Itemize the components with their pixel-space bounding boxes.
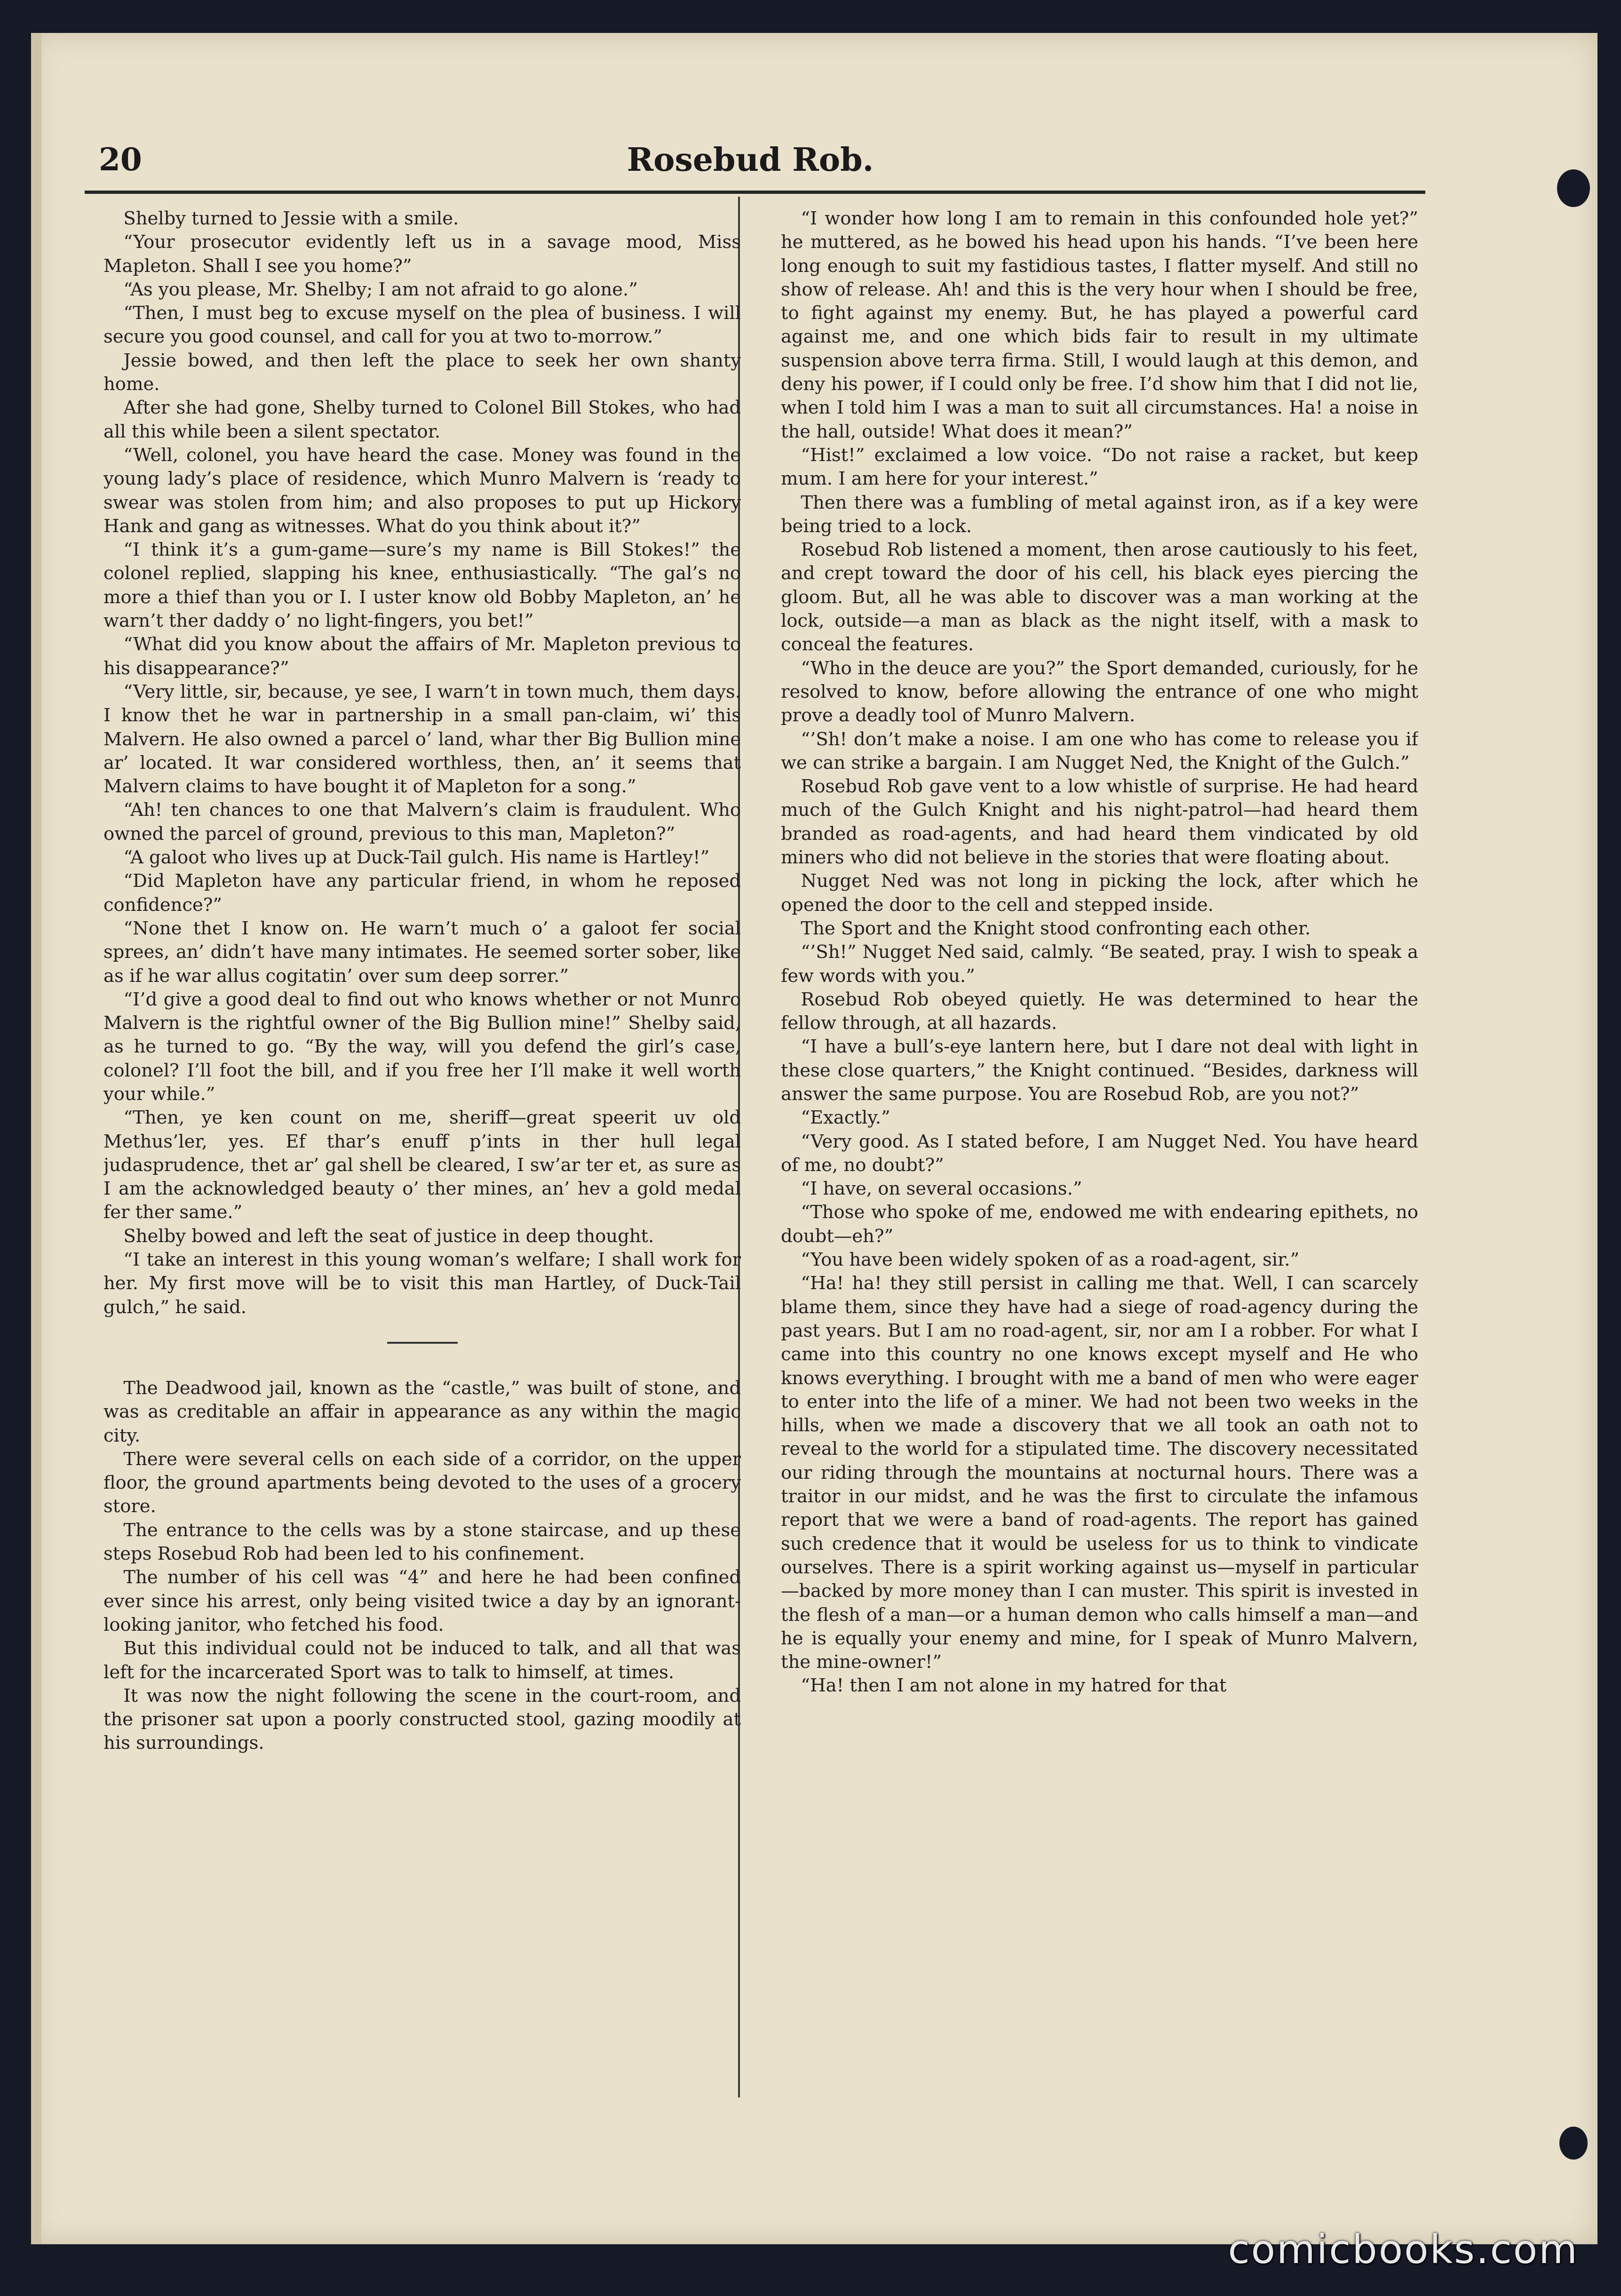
paragraph: “I have, on several occasions.” [801, 1178, 1082, 1200]
page-header [71, 141, 1430, 183]
paragraph: Shelby bowed and left the seat of justice in deep thought. [123, 1225, 654, 1247]
paragraph: “Ha! ha! they still persist in calling me that. Well, I can scarcely blame them, since they have had a siege of road-agency during the past years. But I am no road-agent, sir, nor am I a robber. For what I came into this country no one knows except myself and He who knows everything. I brought with me a band of men who were eager to enter into the life of a miner. We had not been two weeks in the hills, when we made a discovery that we all took an oath not to reveal to the world for a stipulated time. The discovery necessitated our riding through the mountains at nocturnal hours. There was a traitor in our midst, and he was the first to circulate the infamous report that we were a band of road-agents. The report has gained such credence that it would be useless for us to think to vindicate ourselves. There is a spirit working against us—myself in particular—backed by more money than I can muster. This spirit is invested in the flesh of a man—or a human demon who calls himself a man—and he is equally your enemy and mine, for I speak of Munro Malvern, the mine-owner!” [781, 1273, 1418, 1673]
paragraph: “Your prosecutor evidently left us in a savage mood, Miss Mapleton. Shall I see you home?” [103, 231, 741, 277]
paragraph: The Deadwood jail, known as the “castle,” was built of stone, and was as creditable an affair in appearance as any within the magic city. [103, 1377, 741, 1446]
paragraph: “I wonder how long I am to remain in this confounded hole yet?” he muttered, as he bowed his head upon his hands. “I’ve been here long enough to suit my fastidious tastes, I flatter myself. And still no show of release. Ah! and this is the very hour when I should be free, to fight against my enemy. But, he has played a powerful card against me, and one which bids fair to result in my ultimate suspension above terra firma. Still, I would laugh at this demon, and deny his power, if I could only be free. I’d show him that I did not lie, when I told him I was a man to suit all circumstances. Ha! a noise in the hall, outside! What does it mean?” [781, 208, 1418, 442]
paragraph: “I have a bull’s-eye lantern here, but I dare not deal with light in these close quarters,” the Knight continued. “Besides, darkness will answer the same purpose. You are Rosebud Rob, are you not?” [781, 1036, 1418, 1105]
paragraph: “Then, I must beg to excuse myself on the plea of business. I will secure you good counsel, and call for you at two to-morrow.” [103, 303, 741, 348]
page-edge [31, 33, 41, 2244]
paragraph: After she had gone, Shelby turned to Colonel Bill Stokes, who had all this while been a silent spectator. [103, 397, 741, 442]
left-column-text [103, 207, 741, 1319]
paragraph: “Ha! then I am not alone in my hatred for that [801, 1675, 1227, 1697]
paragraph: Then there was a fumbling of metal against iron, as if a key were being tried to a lock. [781, 492, 1418, 537]
paragraph: But this individual could not be induced to talk, and all that was left for the incarcerated Sport was to talk to himself, at times. [103, 1638, 741, 1683]
paragraph: “None thet I know on. He warn’t much o’ a galoot fer social sprees, an’ didn’t have many intimates. He seemed sorter sober, like as if he war allus cogitatin’ over sum deep sorrer.” [103, 917, 741, 987]
paragraph: “You have been widely spoken of as a road-agent, sir.” [801, 1249, 1300, 1271]
paragraph: “Well, colonel, you have heard the case. Money was found in the young lady’s place of residence, which Munro Malvern is ‘ready to swear was stolen from him; and also proposes to put up Hickory Hank and gang as witnesses. What do you think about it?” [103, 444, 741, 537]
binding-hole [1559, 2127, 1588, 2160]
paragraph: Nugget Ned was not long in picking the lock, after which he opened the door to the cell and stepped inside. [781, 870, 1418, 916]
paragraph: “Very little, sir, because, ye see, I warn’t in town much, them days. I know thet he war in partnership in a small pan-claim, wi’ this Malvern. He also owned a parcel o’ land, whar ther Big Bullion mine ar’ located. It war considered worthless, then, an’ it seems that Malvern claims to have bought it of Mapleton for a song.” [103, 681, 741, 797]
paragraph: “What did you know about the affairs of Mr. Mapleton previous to his disappearance?” [103, 634, 741, 679]
paragraph: “Hist!” exclaimed a low voice. “Do not raise a racket, but keep mum. I am here for your interest.” [781, 444, 1418, 490]
paragraph: The entrance to the cells was by a stone staircase, and up these steps Rosebud Rob had been led to his confinement. [103, 1519, 741, 1565]
paragraph: There were several cells on each side of a corridor, on the upper floor, the ground apartments being devoted to the uses of a grocery store. [103, 1448, 741, 1517]
paragraph: The number of his cell was “4” and here he had been confined ever since his arrest, only being visited twice a day by an ignorant-looking janitor, who fetched his food. [103, 1567, 741, 1635]
left-column-text-after-break [103, 1377, 741, 1755]
watermark: comicbooks.com [1228, 2226, 1579, 2272]
paragraph: “I take an interest in this young woman’s welfare; I shall work for her. My first move will be to visit this man Hartley, of Duck-Tail gulch,” he said. [103, 1249, 741, 1318]
paragraph: “Exactly.” [801, 1107, 890, 1129]
paragraph: Shelby turned to Jessie with a smile. [123, 208, 459, 229]
header-rule [85, 191, 1425, 194]
paragraph: “I’d give a good deal to find out who knows whether or not Munro Malvern is the rightful owner of the Big Bullion mine!” Shelby said, as he turned to go. “By the way, will you defend the girl’s case, colonel? I’ll foot the bill, and if you free her I’ll make it well worth your while.” [103, 989, 741, 1105]
paragraph: “Those who spoke of me, endowed me with endearing epithets, no doubt—eh?” [781, 1202, 1418, 1247]
paragraph: “As you please, Mr. Shelby; I am not afraid to go alone.” [123, 279, 638, 300]
paragraph: “I think it’s a gum-game—sure’s my name is Bill Stokes!” the colonel replied, slapping his knee, enthusiastically. “The gal’s no more a thief than you or I. I uster know old Bobby Mapleton, an’ he warn’t ther daddy o’ no light-fingers, you bet!” [103, 539, 741, 632]
paragraph: Rosebud Rob gave vent to a low whistle of surprise. He had heard much of the Gulch Knight and his night-patrol—had heard them branded as road-agents, and had heard them vindicated by old miners who did not believe in the stories that were floating about. [781, 776, 1418, 869]
paragraph: “Who in the deuce are you?” the Sport demanded, curiously, for he resolved to know, before allowing the entrance of one who might prove a deadly tool of Munro Malvern. [781, 657, 1418, 726]
paragraph: Rosebud Rob listened a moment, then arose cautiously to his feet, and crept toward the door of his cell, his black eyes piercing the gloom. But, all he was able to discover was a man working at the lock, outside—a man as black as the night itself, with a mask to conceal the features. [781, 539, 1418, 655]
section-divider [387, 1342, 458, 1344]
paragraph: Rosebud Rob obeyed quietly. He was determined to hear the fellow through, at all hazards. [781, 989, 1418, 1034]
right-column [781, 207, 1418, 2103]
paragraph: “A galoot who lives up at Duck-Tail gulch. His name is Hartley!” [123, 847, 710, 869]
paragraph: “Then, ye ken count on me, sheriff—great speerit uv old Methus’ler, yes. Ef thar’s enuff p’ints in ther hull legal judasprudence, thet ar’ gal shell be cleared, I sw’ar ter et, as sure as I am the acknowledged beauty o’ ther mines, an’ hev a gold medal fer ther same.” [103, 1107, 741, 1223]
paragraph: “’Sh! don’t make a noise. I am one who has come to release you if we can strike a bargain. I am Nugget Ned, the Knight of the Gulch.” [781, 728, 1418, 773]
paragraph: “Very good. As I stated before, I am Nugget Ned. You have heard of me, no doubt?” [781, 1131, 1418, 1176]
paragraph: “Did Mapleton have any particular friend, in whom he reposed confidence?” [103, 870, 741, 916]
paragraph: The Sport and the Knight stood confronting each other. [801, 917, 1311, 939]
left-column [103, 207, 741, 2103]
binding-hole [1557, 169, 1590, 207]
running-title: Rosebud Rob. [627, 141, 874, 179]
paragraph: “’Sh!” Nugget Ned said, calmly. “Be seated, pray. I wish to speak a few words with you.” [781, 941, 1418, 987]
paragraph: It was now the night following the scene in the court-room, and the prisoner sat upon a poorly constructed stool, gazing moodily at his surroundings. [103, 1685, 741, 1754]
page-number: 20 [99, 141, 142, 178]
paragraph: Jessie bowed, and then left the place to seek her own shanty home. [103, 350, 741, 395]
paragraph: “Ah! ten chances to one that Malvern’s claim is fraudulent. Who owned the parcel of ground, previous to this man, Mapleton?” [103, 799, 741, 845]
